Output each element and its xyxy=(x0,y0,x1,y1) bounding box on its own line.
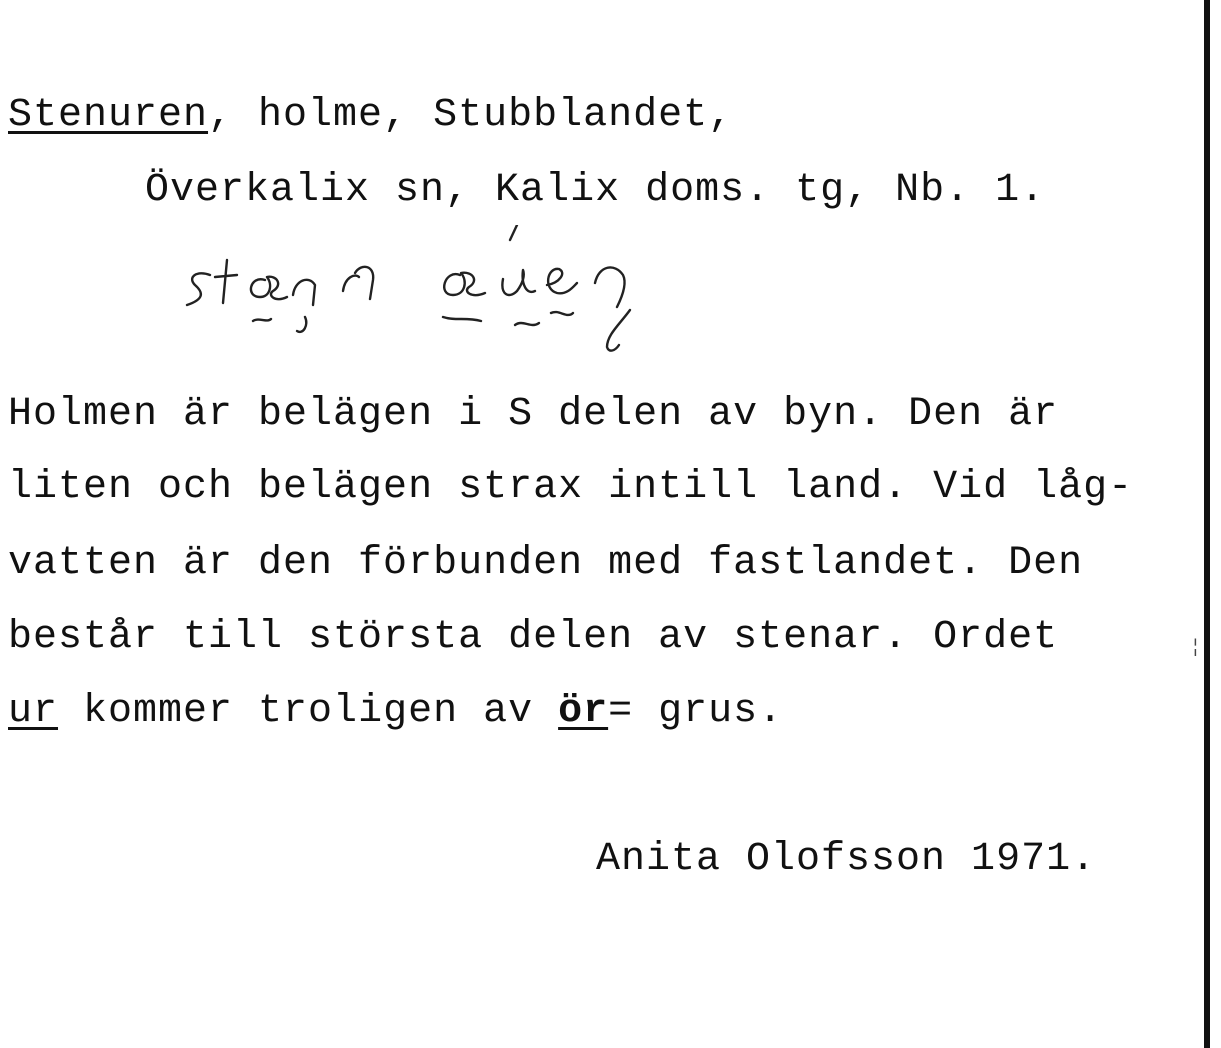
body-line-3: vatten är den förbunden med fastlandet. Den xyxy=(8,541,1084,586)
body-line-4: består till största delen av stenar. Ordet xyxy=(8,615,1059,660)
handwritten-pronunciation xyxy=(175,225,655,360)
body-line-1: Holmen är belägen i S delen av byn. Den är xyxy=(8,392,1059,437)
place-type: , holme, Stubblandet, xyxy=(208,93,734,138)
signature: Anita Olofsson 1971. xyxy=(596,837,1097,882)
card-edge-line xyxy=(1204,0,1210,1048)
place-name: Stenuren xyxy=(8,93,209,138)
heading-line xyxy=(8,92,733,140)
word-or: ör xyxy=(558,689,609,734)
body-line-5-end: = grus. xyxy=(608,689,784,734)
body-line-5 xyxy=(8,688,783,736)
word-ur: ur xyxy=(8,689,59,734)
body-line-2: liten och belägen strax intill land. Vid låg- xyxy=(8,465,1134,510)
location-line: Överkalix sn, Kalix doms. tg, Nb. 1. xyxy=(145,168,1046,213)
body-line-5-mid: kommer troligen av xyxy=(58,689,559,734)
edge-mark: ¦ xyxy=(1190,638,1201,658)
